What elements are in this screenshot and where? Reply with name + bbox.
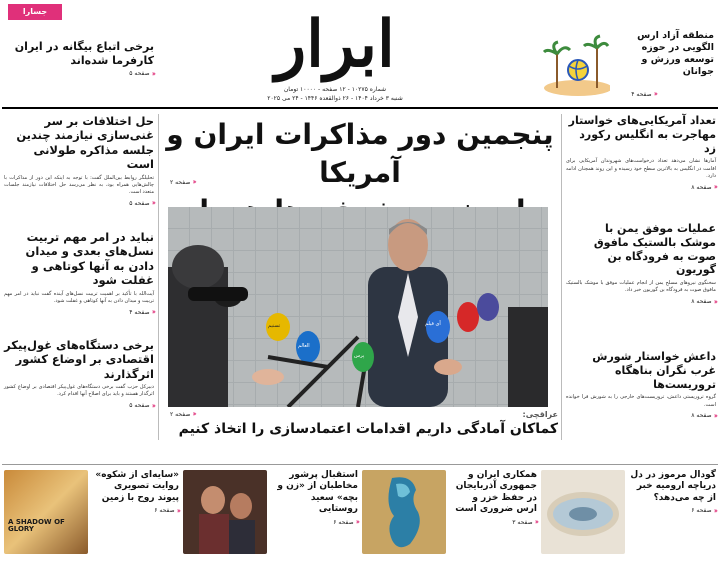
left-story-1[interactable] (4, 114, 154, 230)
lead-caption[interactable] (162, 410, 558, 439)
right-column (566, 114, 716, 420)
story-page: ‹‹‹ صفحه ۸ (691, 297, 716, 306)
right-column-divider (561, 114, 562, 440)
story-title: نباید در امر مهم تربیت نسل‌های بعدی و میدان دادن به آنها کوتاهی و غفلت شود (25, 230, 154, 288)
right-story-1[interactable] (566, 114, 716, 222)
story-body: آمارها نشان می‌دهد تعداد درخواست‌های شهروندان آمریکایی برای اقامت در انگلیس به بالاترین سطح خود رسیده و این روند همچنان ادامه دارد. (566, 158, 716, 179)
story-body: دبیرکل حزب گفت برخی دستگاه‌های غول‌پیکر اقتصادی بر اوضاع کشور اثرگذار هستند و باید برای اصلاح آنها اقدام کرد. (4, 384, 154, 398)
bottom-title: استقبال پرشور مخاطبان از «زن و بچه» سعید روستایی (277, 470, 358, 514)
bottom-page: ‹‹‹ صفحه ۳ (512, 518, 537, 526)
story-title: عملیات موفق یمن با موشک بالستیک مافوق صوت به فرودگاه بن گوریون (593, 222, 716, 277)
bottom-item-urmia[interactable] (539, 468, 718, 560)
bottom-page: ‹‹‹ صفحه ۶ (154, 506, 179, 515)
beach-volleyball-illustration (540, 26, 610, 98)
lake-aerial-thumbnail (541, 470, 625, 554)
bottom-item-exhibit[interactable] (2, 468, 181, 560)
story-body: آیت‌الله با تأکید بر اهمیت تربیت نسل‌های آینده گفت نباید در امر مهم تربیت و میدان دادن به آنها کوتاهی و غفلت شود. (4, 290, 154, 304)
caspian-sea-map-thumbnail (362, 470, 446, 554)
bottom-item-film[interactable] (181, 468, 360, 560)
teaser-title: برخی اتباع بیگانه در ایران کارفرما شده‌اند (14, 40, 154, 67)
story-page: ‹‹‹ صفحه ۴ (129, 308, 154, 316)
masthead-date: شنبه ۳ خرداد ۱۴۰۴ - ۲۶ ذوالقعده ۱۴۴۶ - ۲۴ می ۲۰۲۵ (267, 95, 403, 102)
sports-promo-title: منطقه آزاد ارس الگویی در حوزه توسعه ورزش و جوانان (637, 30, 714, 77)
right-story-3[interactable] (566, 350, 716, 420)
masthead-issue-info: شماره ۱۰۲۷۵ - ۱۲ صفحه - ۱۰۰۰۰ تومان (283, 86, 387, 93)
teaser-page: ‹‹‹ صفحه ۵ (129, 69, 154, 78)
bottom-strip (2, 468, 718, 560)
supplement-tag[interactable]: جسارا (8, 4, 62, 20)
left-column (4, 114, 154, 410)
story-page: ‹‹‹ صفحه ۵ (129, 401, 154, 410)
exhibition-poster-thumbnail (4, 470, 88, 554)
top-left-teaser[interactable] (4, 40, 154, 78)
mic-label-press: پرس (354, 353, 365, 359)
masthead-rule (2, 107, 718, 109)
caption-page: ‹‹‹ صفحه ۲ (170, 410, 195, 418)
story-title: داعش خواستار شورش غرب نگران بناهگاه تروریست‌ها (592, 350, 716, 391)
story-body: سخنگوی نیروهای مسلح یمن از انجام عملیات موفق با موشک بالستیک مافوق صوت به فرودگاه بن گوریون خبر داد. (566, 280, 716, 294)
masthead (228, 6, 442, 106)
lead-photo (168, 207, 548, 407)
poster-text: A SHADOW OF GLORY (8, 517, 65, 534)
lead-headline-line1: پنجمین دور مذاکرات ایران و آمریکا (166, 118, 554, 189)
left-story-2[interactable] (4, 230, 154, 338)
story-title: تعداد آمریکایی‌های خواستار مهاجرت به انگلیس رکورد زد (568, 114, 716, 155)
film-still-thumbnail (183, 470, 267, 554)
story-body: تحلیلگر روابط بین‌الملل گفت: با توجه به اینکه این دور از مذاکرات با چالش‌هایی همراه بود، به نظر می‌رسد حل اختلافات نیازمند جلسات متعدد است. (4, 174, 154, 195)
caption-label: عراقچی: (522, 410, 558, 419)
lead-page: ‹‹‹ صفحه ۲ (170, 178, 195, 186)
story-page: ‹‹‹ صفحه ۸ (691, 183, 716, 191)
masthead-title: ابرار (275, 7, 395, 82)
bottom-title: گودال مرموز در دل دریاچه ارومیه خبر از چه می‌دهد؟ (630, 470, 716, 503)
mic-label-tasnim: تسنیم (268, 323, 281, 329)
bottom-title: همکاری ایران و جمهوری آذربایجان در حفظ خزر و ارس ضروری است (455, 470, 537, 514)
story-title: حل اختلافات بر سر غنی‌سازی نیازمند چندین جلسه مذاکره طولانی است (16, 114, 154, 172)
bottom-rule (2, 464, 718, 465)
bottom-title: «سایه‌ای از شکوه» روایت تصویری پیوند روح با زمین (95, 470, 179, 503)
right-story-2[interactable] (566, 222, 716, 350)
caption-text: کماکان آمادگی داریم اقدامات اعتمادسازی را اتخاذ کنیم (178, 421, 558, 437)
story-page: ‹‹‹ صفحه ۵ (129, 199, 154, 208)
mic-label-alalam: العالم (298, 343, 310, 349)
story-page: ‹‹‹ صفحه ۸ (691, 411, 716, 420)
sports-promo[interactable] (540, 26, 716, 102)
mic-label-ifilm: آی فیلم (425, 321, 441, 327)
left-column-divider (158, 114, 159, 440)
bottom-page: ‹‹‹ صفحه ۶ (333, 518, 358, 526)
sports-promo-page: ‹‹‹ صفحه ۴ (631, 90, 656, 98)
bottom-item-caspian[interactable] (360, 468, 539, 560)
story-body: گروه تروریستی داعش، تروریست‌های خارجی را به شورش فرا خوانده است. (566, 394, 716, 408)
press-conference-illustration (168, 207, 548, 407)
story-title: برخی دستگاه‌های غول‌پیکر اقتصادی بر اوضاع کشور اثرگذارند (4, 338, 154, 381)
left-story-3[interactable] (4, 338, 154, 410)
bottom-page: ‹‹‹ صفحه ۶ (691, 506, 716, 515)
